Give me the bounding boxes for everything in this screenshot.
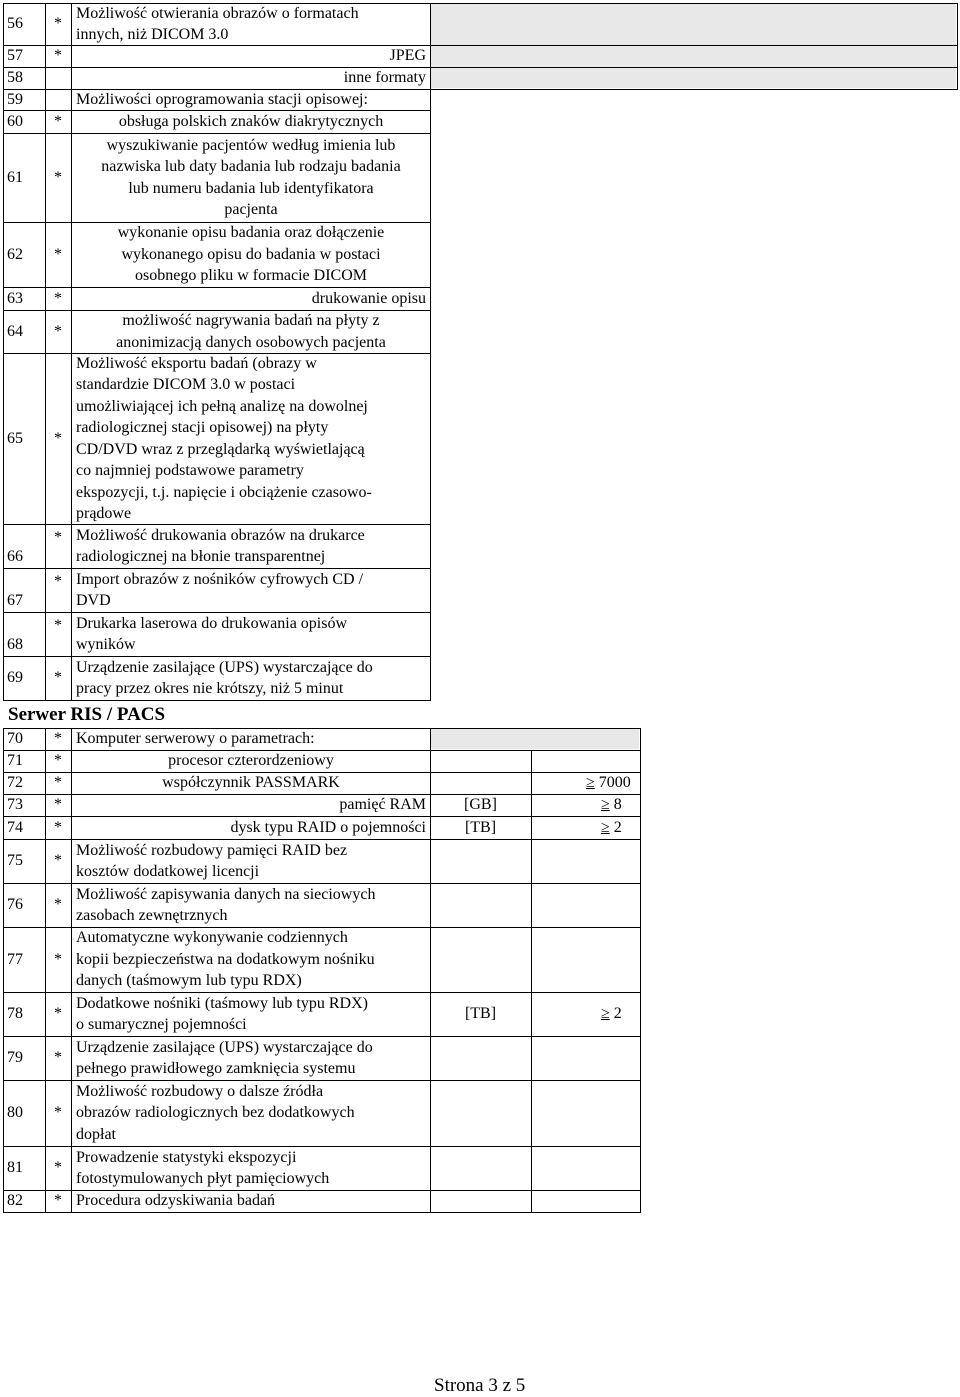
row-description: Dodatkowe nośniki (taśmowy lub typu RDX) (76, 994, 368, 1012)
row-description: wyników (76, 636, 136, 653)
row-description: wykonanego opisu do badania w postaci (121, 245, 381, 263)
page-footer: Strona 3 z 5 (434, 1375, 526, 1396)
value-text: 2 (609, 818, 622, 836)
row-number: 67 (7, 592, 23, 609)
table-rule (3, 700, 431, 701)
shaded-cell (431, 4, 956, 88)
row-description: co najmniej podstawowe parametry (76, 462, 304, 479)
row-number: 69 (7, 669, 23, 686)
row-description: Możliwość zapisywania danych na sieciowych (76, 885, 376, 903)
row-description: CD/DVD wraz z przeglądarką wyświetlającą (76, 440, 365, 458)
asterisk-mark: * (54, 730, 62, 747)
row-description: ekspozycji, t.j. napięcie i obciążenie czasowo- (76, 483, 372, 501)
table-rule (3, 3, 4, 700)
row-number: 72 (7, 774, 23, 791)
row-number: 61 (7, 168, 23, 186)
table-rule (957, 3, 958, 89)
row-description: radiologicznej na błonie transparentnej (76, 548, 326, 565)
row-number: 68 (7, 636, 23, 653)
row-description: dopłat (76, 1125, 116, 1143)
requirement-value (586, 772, 631, 794)
row-description: Procedura odzyskiwania badań (76, 1192, 276, 1210)
row-description: kopii bezpieczeństwa na dodatkowym nośniku (76, 950, 375, 968)
row-description: danych (taśmowym lub typu RDX) (76, 972, 302, 990)
row-number: 73 (7, 796, 23, 813)
row-description: nazwiska lub daty badania lub rodzaju badania (101, 158, 401, 175)
row-number: 76 (7, 896, 23, 913)
asterisk-mark: * (54, 573, 62, 590)
row-description: o sumarycznej pojemności (76, 1016, 247, 1033)
row-description: Komputer serwerowy o parametrach: (76, 730, 315, 748)
row-description: Drukarka laserowa do drukowania opisów (76, 614, 348, 632)
table-rule (3, 728, 4, 1212)
row-description: standardzie DICOM 3.0 w postaci (76, 376, 296, 393)
row-description: fotostymulowanych płyt pamięciowych (76, 1170, 330, 1187)
asterisk-mark: * (54, 752, 62, 769)
row-number: 56 (7, 15, 23, 32)
row-description: lub numeru badania lub identyfikatora (128, 179, 374, 197)
asterisk-mark: * (54, 896, 62, 913)
greater-or-equal-symbol: ≥ (586, 774, 595, 791)
asterisk-mark: * (54, 47, 62, 64)
row-description: Automatyczne wykonywanie codziennych (76, 929, 348, 947)
row-description: anonimizacją danych osobowych pacjenta (116, 333, 386, 351)
value-text: 2 (609, 1005, 622, 1022)
row-number: 74 (7, 818, 23, 836)
row-description: Możliwość rozbudowy o dalsze źródła (76, 1082, 324, 1100)
row-description: JPEG (389, 47, 426, 65)
asterisk-mark: * (54, 15, 62, 32)
requirement-value (601, 817, 622, 839)
asterisk-mark: * (54, 245, 62, 263)
row-description: Możliwości oprogramowania stacji opisowej: (76, 90, 368, 108)
unit-label: [GB] (464, 796, 497, 813)
row-number: 81 (7, 1159, 23, 1176)
row-description: wyszukiwanie pacjentów według imienia lub (106, 136, 396, 154)
greater-or-equal-symbol: ≥ (601, 796, 610, 813)
row-description: drukowanie opisu (311, 289, 426, 307)
table-rule (3, 1212, 641, 1213)
row-description: inne formaty (343, 69, 426, 87)
table-rule (45, 3, 46, 700)
requirement-value (601, 794, 622, 816)
asterisk-mark: * (54, 529, 62, 546)
row-description: prądowe (76, 505, 132, 522)
row-description: zasobach zewnętrznych (76, 907, 228, 924)
row-number: 79 (7, 1049, 23, 1066)
asterisk-mark: * (54, 617, 62, 634)
row-number: 57 (7, 47, 23, 64)
row-number: 82 (7, 1192, 23, 1209)
row-description: Prowadzenie statystyki ekspozycji (76, 1148, 297, 1166)
greater-or-equal-symbol: ≥ (601, 818, 610, 836)
row-number: 71 (7, 752, 23, 769)
row-number: 64 (7, 322, 23, 340)
asterisk-mark: * (54, 1192, 62, 1209)
row-description: osobnego pliku w formacie DICOM (135, 267, 367, 285)
row-number: 77 (7, 950, 23, 968)
table-rule (71, 728, 72, 1212)
row-description: Możliwość eksportu badań (obrazy w (76, 354, 317, 372)
row-number: 80 (7, 1104, 23, 1121)
row-number: 60 (7, 112, 23, 130)
row-number: 66 (7, 548, 23, 565)
asterisk-mark: * (54, 429, 62, 447)
row-description: Możliwość drukowania obrazów na drukarce (76, 526, 365, 544)
unit-label: [TB] (464, 818, 497, 836)
row-description: radiologicznej stacji opisowej) na płyty (76, 419, 329, 436)
value-text: 7000 (594, 774, 631, 791)
row-description: wykonanie opisu badania oraz dołączenie (117, 224, 385, 242)
row-number: 78 (7, 1005, 23, 1022)
table-rule (640, 728, 641, 1212)
row-description: dysk typu RAID o pojemności (230, 818, 426, 836)
row-description: pełnego prawidłowego zamknięcia systemu (76, 1060, 356, 1077)
row-description: Możliwość otwierania obrazów o formatach (76, 4, 359, 22)
asterisk-mark: * (54, 289, 62, 307)
asterisk-mark: * (54, 669, 62, 686)
row-description: umożliwiającej ich pełną analizę na dowolnej (76, 397, 368, 415)
row-description: pamięć RAM (339, 796, 426, 814)
row-description: Możliwość rozbudowy pamięci RAID bez (76, 841, 348, 859)
row-number: 62 (7, 245, 23, 263)
asterisk-mark: * (54, 796, 62, 813)
asterisk-mark: * (54, 774, 62, 791)
asterisk-mark: * (54, 950, 62, 968)
table-rule (430, 3, 431, 700)
row-description: możliwość nagrywania badań na płyty z (122, 312, 380, 329)
row-number: 59 (7, 90, 23, 108)
row-description: procesor czterordzeniowy (168, 752, 334, 770)
row-description: Urządzenie zasilające (UPS) wystarczające do (76, 1038, 373, 1056)
section-heading: Serwer RIS / PACS (8, 704, 166, 725)
greater-or-equal-symbol: ≥ (601, 1005, 610, 1022)
asterisk-mark: * (54, 818, 62, 836)
row-description: obsługa polskich znaków diakrytycznych (118, 112, 384, 130)
row-number: 75 (7, 852, 23, 869)
unit-label: [TB] (464, 1005, 497, 1022)
table-rule (71, 3, 72, 700)
row-description: współczynnik PASSMARK (162, 774, 340, 792)
asterisk-mark: * (54, 1104, 62, 1121)
row-description: kosztów dodatkowej licencji (76, 863, 260, 880)
row-description: obrazów radiologicznych bez dodatkowych (76, 1104, 355, 1122)
shaded-cell (431, 729, 639, 749)
row-description: pracy przez okres nie krótszy, niż 5 minut (76, 680, 344, 697)
row-number: 63 (7, 289, 23, 307)
asterisk-mark: * (54, 112, 62, 130)
asterisk-mark: * (54, 852, 62, 869)
asterisk-mark: * (54, 1049, 62, 1066)
asterisk-mark: * (54, 1159, 62, 1176)
row-description: innych, niż DICOM 3.0 (76, 26, 229, 43)
asterisk-mark: * (54, 322, 62, 340)
row-description: Import obrazów z nośników cyfrowych CD / (76, 570, 364, 588)
row-description: pacjenta (224, 201, 278, 218)
row-number: 65 (7, 429, 23, 447)
value-text: 8 (609, 796, 622, 813)
asterisk-mark: * (54, 1005, 62, 1022)
row-number: 58 (7, 69, 23, 86)
requirement-value (601, 1003, 622, 1025)
row-description: DVD (76, 592, 111, 609)
table-rule (531, 750, 532, 1212)
row-number: 70 (7, 730, 23, 747)
asterisk-mark: * (54, 168, 62, 186)
row-description: Urządzenie zasilające (UPS) wystarczające do (76, 658, 373, 676)
